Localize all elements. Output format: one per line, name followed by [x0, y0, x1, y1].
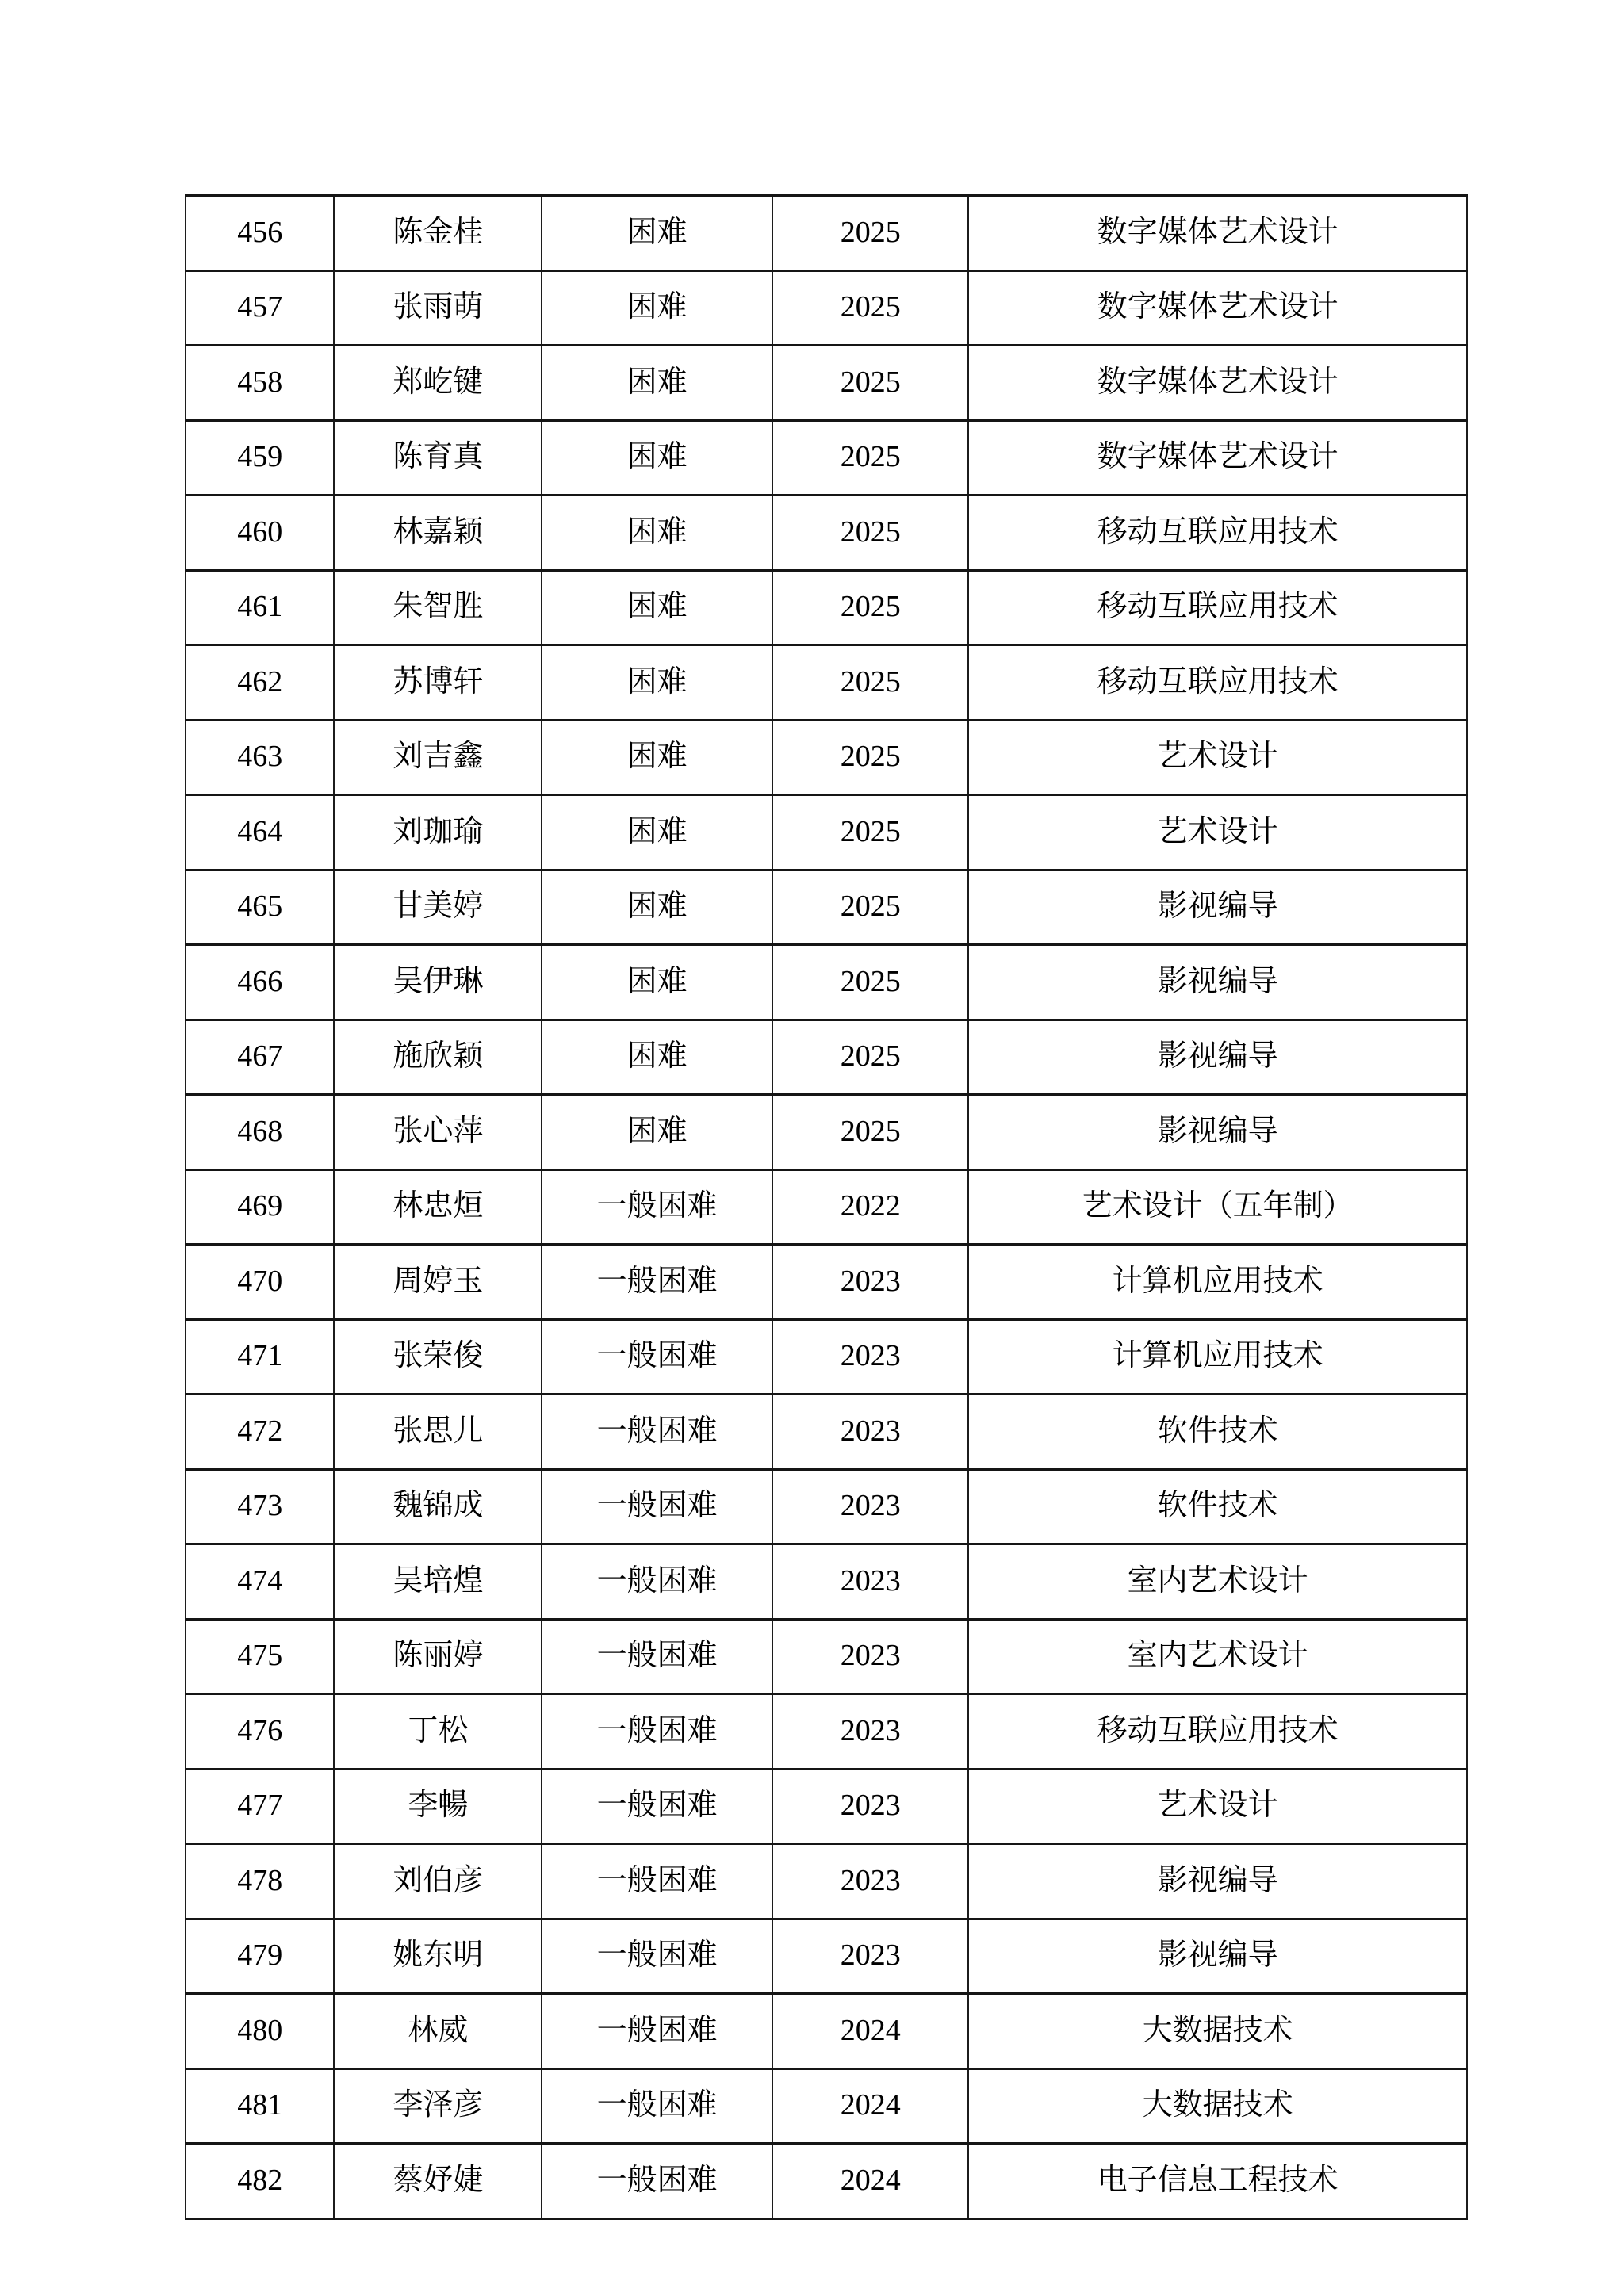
cell-difficulty: 一般困难 [542, 1319, 772, 1395]
cell-major: 影视编导 [968, 1844, 1467, 1919]
cell-name: 林嘉颖 [334, 496, 542, 571]
cell-index: 474 [186, 1544, 334, 1620]
cell-year: 2022 [772, 1169, 968, 1245]
cell-name: 姚东明 [334, 1919, 542, 1994]
table-row [186, 1169, 1467, 1245]
cell-name: 苏博轩 [334, 645, 542, 721]
table-row [186, 1919, 1467, 1994]
cell-index: 469 [186, 1169, 334, 1245]
table-row [186, 795, 1467, 871]
cell-name: 林忠烜 [334, 1169, 542, 1245]
cell-difficulty: 困难 [542, 645, 772, 721]
cell-index: 457 [186, 270, 334, 346]
cell-index: 475 [186, 1619, 334, 1694]
cell-year: 2025 [772, 196, 968, 271]
cell-index: 477 [186, 1769, 334, 1844]
cell-name: 吴伊琳 [334, 945, 542, 1020]
cell-year: 2025 [772, 346, 968, 421]
cell-name: 陈育真 [334, 420, 542, 496]
cell-major: 影视编导 [968, 1095, 1467, 1170]
cell-index: 463 [186, 720, 334, 795]
cell-major: 艺术设计（五年制） [968, 1169, 1467, 1245]
cell-major: 移动互联应用技术 [968, 1694, 1467, 1770]
table-row [186, 1769, 1467, 1844]
cell-name: 刘伯彦 [334, 1844, 542, 1919]
cell-name: 张雨萌 [334, 270, 542, 346]
cell-name: 甘美婷 [334, 870, 542, 945]
cell-year: 2023 [772, 1694, 968, 1770]
cell-year: 2023 [772, 1544, 968, 1620]
cell-index: 464 [186, 795, 334, 871]
cell-year: 2023 [772, 1245, 968, 1320]
cell-difficulty: 一般困难 [542, 1844, 772, 1919]
cell-index: 476 [186, 1694, 334, 1770]
table-row [186, 1395, 1467, 1470]
cell-major: 数字媒体艺术设计 [968, 420, 1467, 496]
cell-major: 移动互联应用技术 [968, 645, 1467, 721]
table-row [186, 420, 1467, 496]
cell-major: 移动互联应用技术 [968, 570, 1467, 645]
cell-index: 472 [186, 1395, 334, 1470]
cell-difficulty: 困难 [542, 570, 772, 645]
cell-year: 2025 [772, 720, 968, 795]
cell-difficulty: 一般困难 [542, 1469, 772, 1544]
cell-name: 朱智胜 [334, 570, 542, 645]
cell-index: 466 [186, 945, 334, 1020]
cell-difficulty: 一般困难 [542, 1544, 772, 1620]
cell-year: 2025 [772, 1095, 968, 1170]
cell-year: 2024 [772, 1994, 968, 2069]
cell-major: 软件技术 [968, 1395, 1467, 1470]
cell-index: 468 [186, 1095, 334, 1170]
cell-name: 张荣俊 [334, 1319, 542, 1395]
cell-major: 影视编导 [968, 945, 1467, 1020]
table-row [186, 1844, 1467, 1919]
cell-name: 郑屹键 [334, 346, 542, 421]
table-row [186, 1544, 1467, 1620]
cell-major: 影视编导 [968, 870, 1467, 945]
cell-index: 471 [186, 1319, 334, 1395]
cell-major: 影视编导 [968, 1020, 1467, 1095]
cell-name: 吴培煌 [334, 1544, 542, 1620]
cell-major: 艺术设计 [968, 1769, 1467, 1844]
cell-major: 计算机应用技术 [968, 1245, 1467, 1320]
cell-difficulty: 一般困难 [542, 1994, 772, 2069]
table-row [186, 1319, 1467, 1395]
cell-difficulty: 一般困难 [542, 1619, 772, 1694]
cell-name: 刘吉鑫 [334, 720, 542, 795]
cell-major: 大数据技术 [968, 2068, 1467, 2144]
cell-major: 室内艺术设计 [968, 1619, 1467, 1694]
cell-difficulty: 一般困难 [542, 1769, 772, 1844]
cell-year: 2025 [772, 270, 968, 346]
cell-index: 462 [186, 645, 334, 721]
cell-name: 魏锦成 [334, 1469, 542, 1544]
cell-name: 蔡妤婕 [334, 2144, 542, 2219]
table-row [186, 945, 1467, 1020]
cell-major: 移动互联应用技术 [968, 496, 1467, 571]
table-row [186, 570, 1467, 645]
table-row [186, 645, 1467, 721]
cell-year: 2023 [772, 1319, 968, 1395]
cell-name: 李泽彦 [334, 2068, 542, 2144]
cell-year: 2025 [772, 870, 968, 945]
table-row [186, 2068, 1467, 2144]
cell-difficulty: 困难 [542, 196, 772, 271]
cell-name: 张心萍 [334, 1095, 542, 1170]
cell-index: 465 [186, 870, 334, 945]
cell-name: 张思儿 [334, 1395, 542, 1470]
cell-difficulty: 困难 [542, 720, 772, 795]
cell-year: 2025 [772, 945, 968, 1020]
cell-major: 数字媒体艺术设计 [968, 346, 1467, 421]
cell-name: 丁松 [334, 1694, 542, 1770]
cell-difficulty: 困难 [542, 270, 772, 346]
cell-difficulty: 一般困难 [542, 1169, 772, 1245]
cell-difficulty: 困难 [542, 346, 772, 421]
cell-year: 2025 [772, 1020, 968, 1095]
student-list-table [185, 194, 1468, 2220]
cell-index: 479 [186, 1919, 334, 1994]
cell-year: 2025 [772, 496, 968, 571]
table-row [186, 1245, 1467, 1320]
cell-name: 陈金桂 [334, 196, 542, 271]
cell-name: 刘珈瑜 [334, 795, 542, 871]
table-row [186, 196, 1467, 271]
cell-year: 2023 [772, 1769, 968, 1844]
cell-year: 2024 [772, 2144, 968, 2219]
cell-difficulty: 困难 [542, 1020, 772, 1095]
cell-year: 2023 [772, 1469, 968, 1544]
cell-difficulty: 困难 [542, 1095, 772, 1170]
cell-major: 艺术设计 [968, 795, 1467, 871]
table-row [186, 346, 1467, 421]
cell-index: 481 [186, 2068, 334, 2144]
cell-year: 2025 [772, 795, 968, 871]
cell-difficulty: 困难 [542, 945, 772, 1020]
cell-year: 2025 [772, 645, 968, 721]
cell-name: 李暢 [334, 1769, 542, 1844]
cell-name: 施欣颖 [334, 1020, 542, 1095]
table-row [186, 496, 1467, 571]
table-row [186, 1020, 1467, 1095]
table-row [186, 1619, 1467, 1694]
cell-index: 458 [186, 346, 334, 421]
table-row [186, 2144, 1467, 2219]
cell-major: 数字媒体艺术设计 [968, 270, 1467, 346]
cell-difficulty: 困难 [542, 496, 772, 571]
cell-index: 467 [186, 1020, 334, 1095]
cell-difficulty: 困难 [542, 420, 772, 496]
cell-year: 2025 [772, 420, 968, 496]
cell-difficulty: 困难 [542, 795, 772, 871]
cell-difficulty: 一般困难 [542, 2068, 772, 2144]
cell-difficulty: 一般困难 [542, 2144, 772, 2219]
cell-index: 480 [186, 1994, 334, 2069]
cell-difficulty: 困难 [542, 870, 772, 945]
cell-year: 2023 [772, 1844, 968, 1919]
cell-index: 478 [186, 1844, 334, 1919]
table-row [186, 1694, 1467, 1770]
cell-major: 电子信息工程技术 [968, 2144, 1467, 2219]
cell-index: 456 [186, 196, 334, 271]
cell-year: 2023 [772, 1919, 968, 1994]
cell-difficulty: 一般困难 [542, 1919, 772, 1994]
table-row [186, 270, 1467, 346]
cell-major: 数字媒体艺术设计 [968, 196, 1467, 271]
cell-major: 计算机应用技术 [968, 1319, 1467, 1395]
cell-difficulty: 一般困难 [542, 1395, 772, 1470]
cell-major: 艺术设计 [968, 720, 1467, 795]
cell-index: 470 [186, 1245, 334, 1320]
cell-index: 482 [186, 2144, 334, 2219]
cell-major: 软件技术 [968, 1469, 1467, 1544]
cell-major: 大数据技术 [968, 1994, 1467, 2069]
cell-difficulty: 一般困难 [542, 1694, 772, 1770]
table-row [186, 1994, 1467, 2069]
cell-difficulty: 一般困难 [542, 1245, 772, 1320]
cell-index: 460 [186, 496, 334, 571]
table-row [186, 1469, 1467, 1544]
cell-index: 459 [186, 420, 334, 496]
cell-index: 461 [186, 570, 334, 645]
table-row [186, 870, 1467, 945]
table-row [186, 1095, 1467, 1170]
cell-year: 2023 [772, 1395, 968, 1470]
cell-name: 陈丽婷 [334, 1619, 542, 1694]
cell-year: 2024 [772, 2068, 968, 2144]
cell-name: 周婷玉 [334, 1245, 542, 1320]
cell-major: 室内艺术设计 [968, 1544, 1467, 1620]
table-row [186, 720, 1467, 795]
cell-major: 影视编导 [968, 1919, 1467, 1994]
cell-year: 2023 [772, 1619, 968, 1694]
cell-name: 林威 [334, 1994, 542, 2069]
cell-index: 473 [186, 1469, 334, 1544]
cell-year: 2025 [772, 570, 968, 645]
